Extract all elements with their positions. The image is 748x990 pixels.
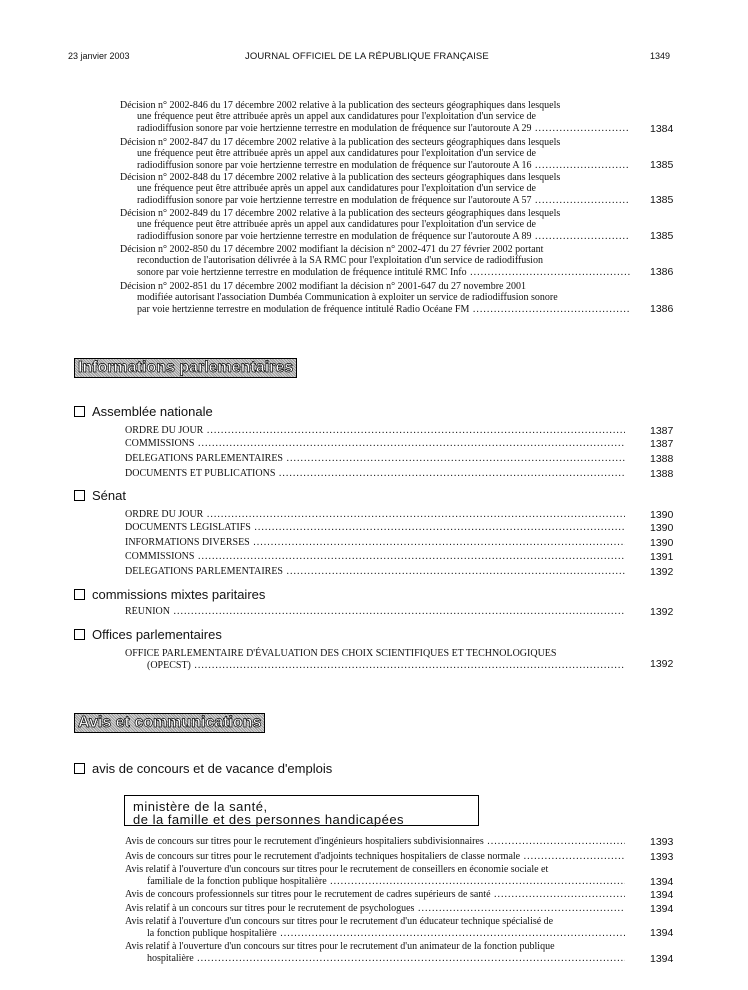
checkbox-square-icon: [74, 763, 85, 774]
avis-item-continued: hospitalière .....: [125, 953, 625, 965]
avis-page: 1393: [650, 836, 674, 848]
avis-page: 1394: [650, 953, 674, 965]
decision-line: une fréquence peut être attribuée après un appel aux candidatures pour l'exploitation d'un service de: [137, 183, 536, 195]
avis-page: 1394: [650, 903, 674, 915]
decision-page: 1386: [650, 266, 674, 278]
decision-line: radiodiffusion sonore par voie hertzienne terrestre en modulation de fréquence sur l'autoroute A 16 .....: [120, 160, 630, 171]
avis-item: Avis de concours sur titres pour le recrutement d'ingénieurs hospitaliers subdivisionnaires .....: [125, 836, 625, 848]
avis-item: Avis de concours professionnels sur titres pour le recrutement de cadres supérieurs de santé .....: [125, 889, 625, 901]
decision-line: Décision n° 2002-849 du 17 décembre 2002 relative à la publication des secteurs géographiques dans lesquels: [120, 208, 561, 219]
toc-item: COMMISSIONS .....: [125, 551, 625, 563]
avis-page: 1394: [650, 927, 674, 939]
toc-page: 1387: [650, 438, 674, 450]
checkbox-square-icon: [74, 490, 85, 501]
avis-item: Avis relatif à un concours sur titres pour le recrutement de psychologues .....: [125, 903, 625, 915]
checkbox-square-icon: [74, 629, 85, 640]
section-title: commissions mixtes paritaires: [92, 587, 266, 602]
avis-item: Avis de concours sur titres pour le recrutement d'adjoints techniques hospitaliers de classe normale .....: [125, 851, 625, 863]
toc-item: DOCUMENTS LÉGISLATIFS .....: [125, 522, 625, 534]
decision-page: 1386: [650, 303, 674, 315]
toc-page: 1390: [650, 537, 674, 549]
toc-page: 1387: [650, 425, 674, 437]
section-banner-informations: Informations parlementaires: [74, 358, 297, 378]
toc-item: OFFICE PARLEMENTAIRE D'ÉVALUATION DES CHOIX SCIENTIFIQUES ET TECHNOLOGIQUES: [125, 648, 557, 659]
decision-line: Décision n° 2002-847 du 17 décembre 2002 relative à la publication des secteurs géographiques dans lesquels: [120, 137, 561, 148]
avis-item: Avis relatif à l'ouverture d'un concours sur titres pour le recrutement d'un animateur de la fonction publique: [125, 941, 555, 952]
checkbox-square-icon: [74, 589, 85, 600]
ministry-line: de la famille et des personnes handicapées: [133, 812, 405, 827]
avis-page: 1394: [650, 876, 674, 888]
decision-entry: [120, 281, 630, 315]
toc-page: 1388: [650, 453, 674, 465]
section-title: avis de concours et de vacance d'emplois: [92, 761, 333, 776]
toc-item: DOCUMENTS ET PUBLICATIONS .....: [125, 468, 625, 480]
decision-line: radiodiffusion sonore par voie hertzienne terrestre en modulation de fréquence sur l'autoroute A 89 .....: [120, 231, 630, 242]
avis-page: 1394: [650, 889, 674, 901]
header-page-number: 1349: [650, 51, 671, 61]
section-heading-avis: [74, 761, 332, 776]
toc-item-continued: (OPECST) .....: [125, 660, 625, 672]
decision-line: une fréquence peut être attribuée après un appel aux candidatures pour l'exploitation d'un service de: [137, 111, 536, 123]
decision-line: Décision n° 2002-850 du 17 décembre 2002 modifiant la décision n° 2002-471 du 27 février 2002 portant: [120, 244, 544, 255]
section-heading-senat: [74, 488, 126, 503]
decision-page: 1385: [650, 159, 674, 171]
section-title: Offices parlementaires: [92, 627, 222, 642]
toc-item: RÉUNION .....: [125, 606, 625, 618]
decision-page: 1384: [650, 123, 674, 135]
decision-line: radiodiffusion sonore par voie hertzienne terrestre en modulation de fréquence sur l'autoroute A 29 .....: [120, 123, 630, 134]
decision-entry: [120, 244, 630, 278]
decision-line: sonore par voie hertzienne terrestre en modulation de fréquence intitulé RMC Info .....: [120, 267, 630, 278]
header-journal-title: JOURNAL OFFICIEL DE LA RÉPUBLIQUE FRANÇAISE: [245, 51, 489, 62]
section-heading-cmp: [74, 587, 265, 602]
section-banner-avis: Avis et communications: [74, 713, 265, 733]
toc-page: 1392: [650, 566, 674, 578]
section-heading-assemblee: [74, 404, 213, 419]
toc-page: 1391: [650, 551, 674, 563]
toc-page: 1388: [650, 468, 674, 480]
avis-item: Avis relatif à l'ouverture d'un concours sur titres pour le recrutement d'un éducateur technique spécialisé de: [125, 916, 554, 927]
header-date: 23 janvier 2003: [68, 51, 130, 61]
avis-item-continued: familiale de la fonction publique hospitalière .....: [125, 876, 625, 888]
toc-item: ORDRE DU JOUR .....: [125, 509, 625, 521]
decision-line: par voie hertzienne terrestre en modulation de fréquence intitulé Radio Océane FM .....: [120, 304, 630, 315]
decision-entry: [120, 172, 630, 206]
section-title: Sénat: [92, 488, 126, 503]
section-heading-offices: [74, 627, 222, 642]
toc-page: 1392: [650, 658, 674, 670]
section-title: Assemblée nationale: [92, 404, 213, 419]
decision-line: Décision n° 2002-851 du 17 décembre 2002 modifiant la décision n° 2001-647 du 27 novembre 2001: [120, 281, 526, 292]
decision-line: une fréquence peut être attribuée après un appel aux candidatures pour l'exploitation d'un service de: [137, 219, 536, 231]
decision-entry: [120, 208, 630, 242]
decision-page: 1385: [650, 230, 674, 242]
ministry-line: ministère de la santé,: [133, 799, 268, 814]
toc-page: 1390: [650, 509, 674, 521]
decision-entry: [120, 137, 630, 171]
toc-page: 1392: [650, 606, 674, 618]
decision-line: une fréquence peut être attribuée après un appel aux candidatures pour l'exploitation d'un service de: [137, 148, 536, 160]
toc-page: 1390: [650, 522, 674, 534]
toc-item: ORDRE DU JOUR .....: [125, 425, 625, 437]
avis-item: Avis relatif à l'ouverture d'un concours sur titres pour le recrutement de conseillers en économie sociale et: [125, 864, 549, 875]
decision-line: modifiée autorisant l'association Dumbéa Communication à exploiter un service de radiodiffusion sonore: [137, 292, 558, 304]
toc-item: DÉLÉGATIONS PARLEMENTAIRES .....: [125, 453, 625, 465]
decision-entry: [120, 100, 630, 134]
decision-line: Décision n° 2002-846 du 17 décembre 2002 relative à la publication des secteurs géographiques dans lesquels: [120, 100, 561, 111]
decision-line: Décision n° 2002-848 du 17 décembre 2002 relative à la publication des secteurs géographiques dans lesquels: [120, 172, 561, 183]
toc-item: COMMISSIONS .....: [125, 438, 625, 450]
avis-page: 1393: [650, 851, 674, 863]
decision-page: 1385: [650, 194, 674, 206]
decision-line: radiodiffusion sonore par voie hertzienne terrestre en modulation de fréquence sur l'autoroute A 57 .....: [120, 195, 630, 206]
ministry-box: [124, 795, 479, 826]
toc-item: INFORMATIONS DIVERSES .....: [125, 537, 625, 549]
toc-item: DÉLÉGATIONS PARLEMENTAIRES .....: [125, 566, 625, 578]
checkbox-square-icon: [74, 406, 85, 417]
avis-item-continued: la fonction publique hospitalière .....: [125, 928, 625, 940]
decision-line: reconduction de l'autorisation délivrée à la SA RMC pour l'exploitation d'un service de radiodiffusion: [137, 255, 543, 267]
